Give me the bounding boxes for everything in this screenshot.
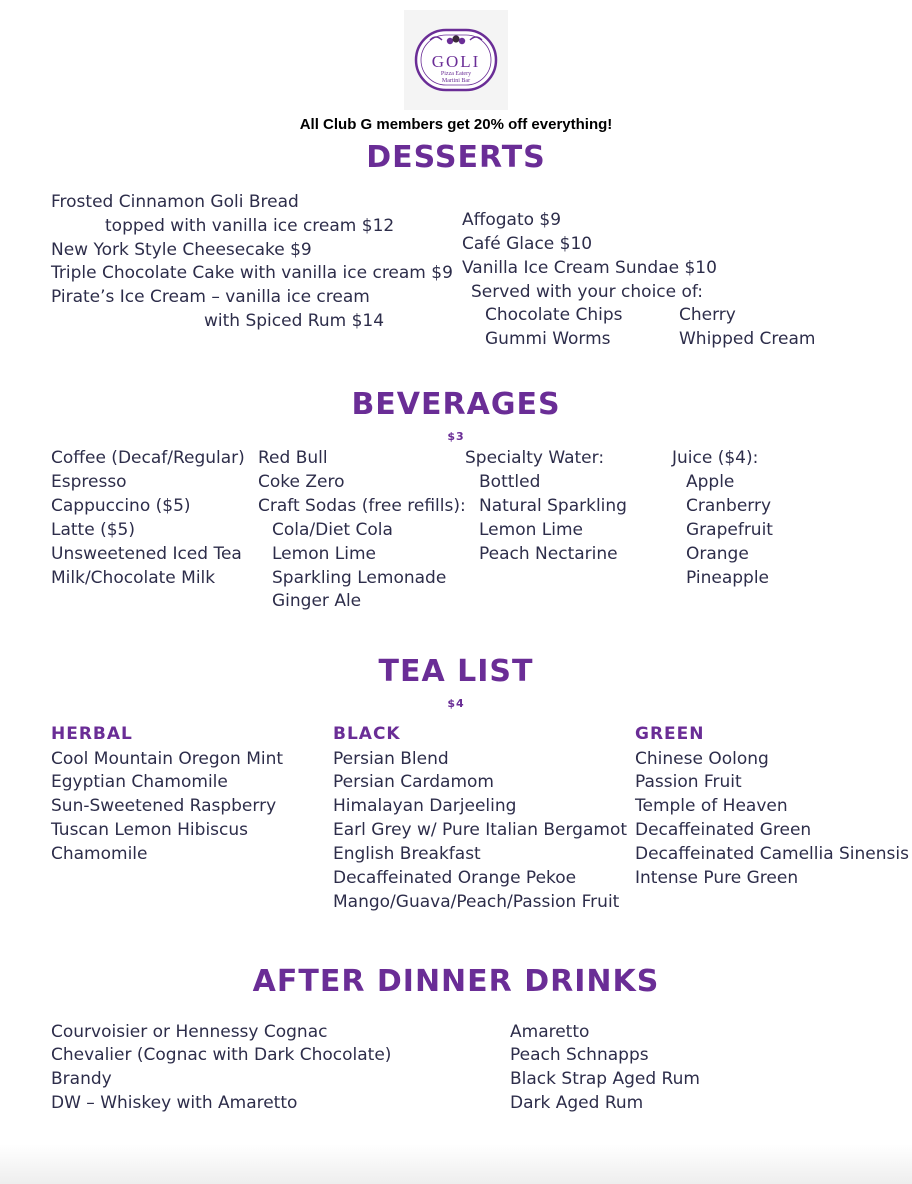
beverage-item: Orange <box>686 544 749 564</box>
beverage-item: Red Bull <box>258 448 328 468</box>
tea-item: Decaffeinated Camellia Sinensis <box>635 844 909 864</box>
dessert-item: Frosted Cinnamon Goli Bread <box>51 192 299 212</box>
beverage-item: Cola/Diet Cola <box>272 520 393 540</box>
tea-price: $4 <box>447 697 465 710</box>
beverage-item: Natural Sparkling <box>479 496 627 516</box>
tea-item: English Breakfast <box>333 844 481 864</box>
logo-line2: Martini Bar <box>441 78 471 84</box>
dessert-item: with Spiced Rum $14 <box>204 311 385 331</box>
beverage-item: Cranberry <box>686 496 772 516</box>
logo-name: GOLI <box>431 52 481 71</box>
logo-line1: Pizza Eatery <box>440 71 472 77</box>
dessert-item: Affogato $9 <box>462 210 562 230</box>
beverage-item: Grapefruit <box>686 520 773 540</box>
tea-item: Cool Mountain Oregon Mint <box>51 749 284 769</box>
after-dinner-item: DW – Whiskey with Amaretto <box>51 1093 298 1113</box>
tea-heading-green: GREEN <box>635 724 705 744</box>
topping-item: Gummi Worms <box>485 329 611 349</box>
tea-item: Persian Blend <box>333 749 449 769</box>
beverage-item: Specialty Water: <box>465 448 605 468</box>
beverage-item: Apple <box>686 472 735 492</box>
after-dinner-item: Peach Schnapps <box>510 1045 649 1065</box>
beverage-item: Espresso <box>51 472 127 492</box>
dessert-item: Triple Chocolate Cake with vanilla ice cream $9 <box>51 263 453 283</box>
beverage-item: Lemon Lime <box>272 544 376 564</box>
tea-item: Intense Pure Green <box>635 868 799 888</box>
dessert-item: New York Style Cheesecake $9 <box>51 240 312 260</box>
beverage-item: Latte ($5) <box>51 520 135 540</box>
beverage-item: Ginger Ale <box>272 591 362 611</box>
tea-item: Mango/Guava/Peach/Passion Fruit <box>333 892 620 912</box>
tea-title: TEA LIST <box>378 654 534 689</box>
beverage-item: Lemon Lime <box>479 520 583 540</box>
tea-item: Egyptian Chamomile <box>51 772 228 792</box>
beverage-item: Unsweetened Iced Tea <box>51 544 242 564</box>
beverage-item: Pineapple <box>686 568 770 588</box>
tea-heading-herbal: HERBAL <box>51 724 133 744</box>
dessert-item: Vanilla Ice Cream Sundae $10 <box>462 258 717 278</box>
tea-item: Tuscan Lemon Hibiscus <box>51 820 249 840</box>
topping-item: Cherry <box>679 305 736 325</box>
tea-item: Earl Grey w/ Pure Italian Bergamot <box>333 820 628 840</box>
beverage-item: Coke Zero <box>258 472 345 492</box>
tea-item: Chamomile <box>51 844 148 864</box>
tea-item: Sun-Sweetened Raspberry <box>51 796 277 816</box>
beverages-title: BEVERAGES <box>351 387 561 422</box>
topping-item: Chocolate Chips <box>485 305 623 325</box>
dessert-item: topped with vanilla ice cream $12 <box>105 216 395 236</box>
beverage-item: Bottled <box>479 472 541 492</box>
desserts-title: DESSERTS <box>366 140 546 175</box>
beverage-item: Milk/Chocolate Milk <box>51 568 216 588</box>
beverage-item: Cappuccino ($5) <box>51 496 191 516</box>
after-dinner-item: Brandy <box>51 1069 112 1089</box>
tea-item: Persian Cardamom <box>333 772 494 792</box>
topping-item: Whipped Cream <box>679 329 816 349</box>
beverage-item: Peach Nectarine <box>479 544 618 564</box>
beverages-price: $3 <box>447 430 465 443</box>
goli-logo <box>404 10 508 110</box>
after-dinner-item: Dark Aged Rum <box>510 1093 644 1113</box>
after-dinner-item: Chevalier (Cognac with Dark Chocolate) <box>51 1045 392 1065</box>
tea-item: Chinese Oolong <box>635 749 769 769</box>
dessert-note: Served with your choice of: <box>471 282 704 302</box>
tea-item: Decaffeinated Green <box>635 820 812 840</box>
dessert-item: Café Glace $10 <box>462 234 593 254</box>
after-dinner-title: AFTER DINNER DRINKS <box>252 964 660 999</box>
promo-text: All Club G members get 20% off everything! <box>299 116 613 133</box>
beverage-item: Sparkling Lemonade <box>272 568 447 588</box>
beverage-item: Juice ($4): <box>672 448 759 468</box>
after-dinner-item: Amaretto <box>510 1022 590 1042</box>
beverage-item: Coffee (Decaf/Regular) <box>51 448 245 468</box>
after-dinner-item: Black Strap Aged Rum <box>510 1069 700 1089</box>
tea-item: Temple of Heaven <box>635 796 788 816</box>
tea-heading-black: BLACK <box>333 724 401 744</box>
tea-item: Himalayan Darjeeling <box>333 796 517 816</box>
dessert-item: Pirate’s Ice Cream – vanilla ice cream <box>51 287 370 307</box>
beverage-item: Craft Sodas (free refills): <box>258 496 466 516</box>
tea-item: Decaffeinated Orange Pekoe <box>333 868 577 888</box>
tea-item: Passion Fruit <box>635 772 742 792</box>
after-dinner-item: Courvoisier or Hennessy Cognac <box>51 1022 328 1042</box>
page-bottom-shade <box>0 1144 912 1184</box>
